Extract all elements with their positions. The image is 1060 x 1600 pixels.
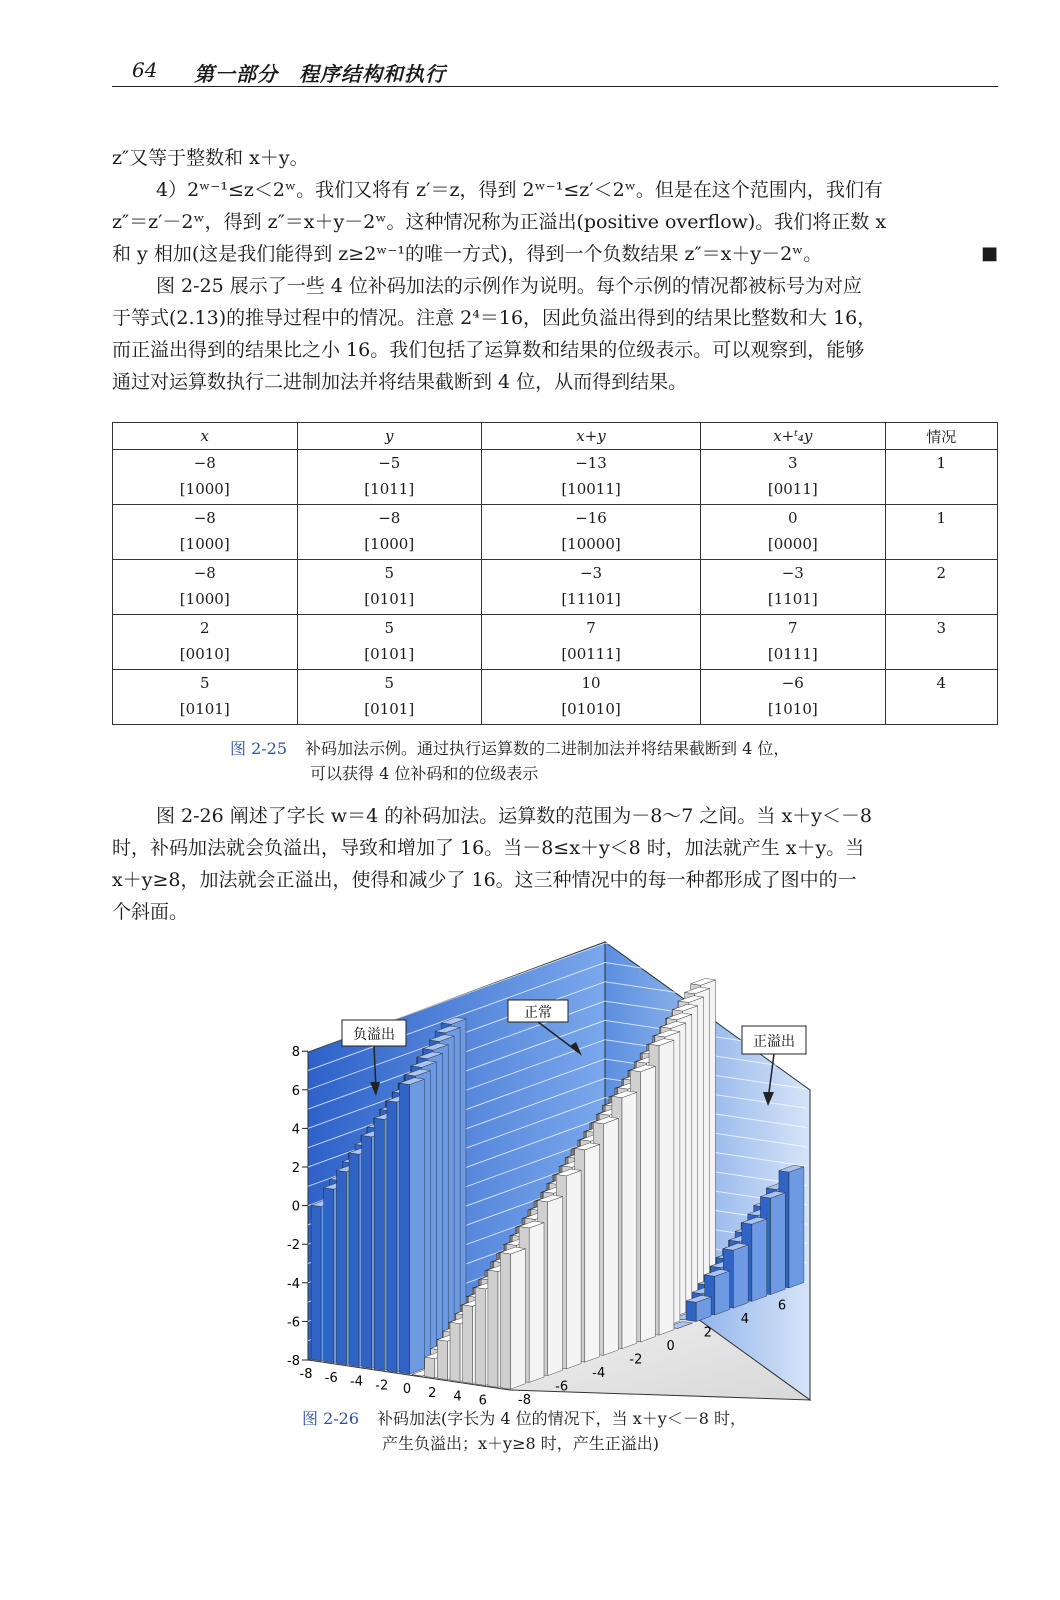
y-tick-label: -2	[629, 1352, 643, 1368]
table-cell	[482, 670, 701, 725]
cell-bits: [0101]	[364, 590, 415, 608]
caption-line: 补码加法示例。通过执行运算数的二进制加法并将结果截断到 4 位，	[305, 739, 790, 758]
y-tick-label: -6	[555, 1379, 569, 1395]
text-line: 时，补码加法就会负溢出，导致和增加了 16。当－8≤x＋y＜8 时，加法就产生 x＋y。当	[112, 837, 865, 859]
text-line: 图 2-25 展示了一些 4 位补码加法的示例作为说明。每个示例的情况都被标号为对应	[156, 275, 862, 297]
table-cell	[297, 560, 482, 615]
cell-bits: [1000]	[179, 480, 230, 498]
z-tick-label: 2	[291, 1161, 300, 1176]
table-cell	[482, 505, 701, 560]
cell-value: 2	[936, 564, 947, 582]
figure-2-26-caption	[302, 1406, 746, 1456]
col-header-x: x	[113, 423, 298, 450]
x-tick-label: 4	[453, 1389, 462, 1405]
table-header-row	[113, 423, 998, 450]
table-cell	[885, 670, 997, 725]
table-cell	[701, 505, 886, 560]
z-tick-label: 6	[291, 1083, 300, 1099]
qed-mark: ■	[980, 243, 998, 264]
page-header	[112, 52, 998, 87]
cell-value: 5	[384, 619, 395, 637]
running-title: 第一部分 程序结构和执行	[194, 62, 446, 86]
figure-label: 图 2-25	[230, 739, 288, 758]
figure-label: 图 2-26	[302, 1409, 360, 1428]
cell-bits: [0101]	[179, 700, 230, 718]
svg-text:负溢出: 负溢出	[353, 1027, 395, 1043]
x-tick-label: -6	[324, 1370, 338, 1386]
body-text-2	[112, 800, 998, 928]
y-tick-label: -8	[518, 1393, 531, 1408]
page-number: 64	[132, 58, 158, 82]
table-row	[113, 505, 998, 560]
text-line: z″又等于整数和 x＋y。	[112, 147, 309, 169]
table-cell	[297, 505, 482, 560]
caption-line: 产生负溢出；x＋y≥8 时，产生正溢出)	[382, 1434, 659, 1453]
caption-line: 可以获得 4 位补码和的位级表示	[310, 764, 539, 783]
cell-bits: [0000]	[767, 535, 818, 553]
col-header-y: y	[297, 423, 482, 450]
x-tick-label: -4	[350, 1374, 363, 1390]
x-tick-label: 0	[402, 1382, 412, 1397]
figure-2-25-caption	[230, 736, 789, 786]
cell-value: −13	[575, 454, 607, 472]
z-tick-label: -2	[287, 1238, 300, 1254]
table-cell	[701, 670, 886, 725]
y-tick-label: 6	[777, 1298, 787, 1314]
text-line: 而正溢出得到的结果比之小 16。我们包括了运算数和结果的位级表示。可以观察到，能够	[112, 339, 865, 361]
cell-value: −16	[575, 509, 607, 527]
table-row	[113, 560, 998, 615]
table-row	[113, 670, 998, 725]
table-cell	[885, 450, 997, 505]
text-line-content: 和 y 相加(这是我们能得到 z≥2ʷ⁻¹的唯一方式)，得到一个负数结果 z″＝x＋y－2ʷ。	[112, 243, 823, 265]
cell-bits: [00111]	[561, 645, 621, 663]
cell-bits: [11101]	[561, 590, 621, 608]
cell-value: −3	[781, 564, 804, 582]
z-tick-label: 4	[291, 1122, 300, 1138]
bar	[501, 1247, 526, 1389]
table-cell	[113, 450, 298, 505]
x-tick-label: -8	[299, 1367, 313, 1382]
x-tick-label: 2	[428, 1385, 437, 1401]
cell-value: −3	[579, 564, 603, 582]
z-tick-label: 8	[291, 1045, 300, 1061]
cell-bits: [10000]	[561, 535, 621, 553]
table-cell	[701, 615, 886, 670]
cell-value: 10	[581, 674, 601, 692]
col-header-twos-sum: x+ᵗ₄y	[701, 423, 886, 450]
table-cell	[113, 670, 298, 725]
cell-bits: [1000]	[179, 590, 230, 608]
table-cell	[885, 560, 997, 615]
cell-bits: [1000]	[179, 535, 230, 553]
table-cell	[482, 615, 701, 670]
cell-value: −8	[378, 509, 401, 527]
cell-value: −8	[193, 564, 216, 582]
table-cell	[297, 615, 482, 670]
cell-value: 7	[586, 619, 596, 637]
table-cell	[885, 615, 997, 670]
cell-bits: [1000]	[364, 535, 415, 553]
col-header-sum: x+y	[482, 423, 701, 450]
text-line	[112, 238, 998, 270]
caption-line: 补码加法(字长为 4 位的情况下，当 x＋y＜－8 时，	[377, 1409, 747, 1428]
cell-value: 4	[936, 674, 947, 692]
text-line: 通过对运算数执行二进制加法并将结果截断到 4 位，从而得到结果。	[112, 371, 688, 393]
table-cell	[113, 615, 298, 670]
z-tick-label: -8	[287, 1354, 300, 1369]
cell-bits: [0111]	[767, 645, 818, 663]
table-cell	[885, 505, 997, 560]
body-text-1	[112, 142, 998, 398]
x-tick-label: 6	[478, 1393, 487, 1409]
x-tick-label: -2	[375, 1378, 389, 1394]
bar	[400, 1078, 425, 1374]
cell-value: 7	[788, 619, 798, 637]
cell-value: 5	[384, 564, 395, 582]
cell-value: 5	[199, 674, 210, 692]
col-header-case: 情况	[885, 423, 997, 450]
z-tick-label: -6	[287, 1315, 300, 1331]
table-cell	[113, 560, 298, 615]
cell-value: 5	[384, 674, 395, 692]
z-tick-label: 0	[291, 1199, 300, 1215]
cell-value: 3	[788, 454, 798, 472]
svg-text:正溢出: 正溢出	[753, 1034, 795, 1050]
y-tick-label: 2	[703, 1325, 712, 1341]
y-tick-label: -4	[592, 1366, 606, 1381]
table-cell	[482, 560, 701, 615]
table-cell	[701, 450, 886, 505]
addition-examples-table	[112, 422, 998, 725]
cell-bits: [01010]	[561, 700, 621, 718]
cell-value: 0	[788, 509, 798, 527]
table-cell	[482, 450, 701, 505]
cell-bits: [0101]	[364, 700, 415, 718]
table-row	[113, 450, 998, 505]
y-tick-label: 0	[666, 1339, 675, 1354]
y-tick-label: 4	[740, 1312, 750, 1327]
table-cell	[701, 560, 886, 615]
cell-bits: [1101]	[767, 590, 818, 608]
cell-bits: [10011]	[561, 480, 621, 498]
text-line: 图 2-26 阐述了字长 w＝4 的补码加法。运算数的范围为－8～7 之间。当 x＋y＜－8	[156, 805, 872, 827]
cell-value: 2	[199, 619, 210, 637]
twos-complement-addition-chart	[280, 940, 840, 1409]
text-line: x＋y≥8，加法就会正溢出，使得和减少了 16。这三种情况中的每一种都形成了图中的一	[112, 869, 857, 891]
cell-value: −5	[378, 454, 401, 472]
cell-value: −6	[781, 674, 804, 692]
table-cell	[113, 505, 298, 560]
text-line: 个斜面。	[112, 901, 189, 923]
z-tick-label: -4	[287, 1276, 300, 1292]
cell-value: 3	[936, 619, 947, 637]
text-line: 4）2ʷ⁻¹≤z＜2ʷ。我们又将有 z′＝z，得到 2ʷ⁻¹≤z′＜2ʷ。但是在这个范围内，我们有	[156, 179, 883, 201]
text-line: 于等式(2.13)的推导过程中的情况。注意 2⁴＝16，因此负溢出得到的结果比整数和大 16，	[112, 307, 877, 329]
svg-text:正常: 正常	[524, 1005, 552, 1021]
bar	[686, 1295, 711, 1321]
cell-bits: [1011]	[364, 480, 415, 498]
cell-value: 1	[936, 509, 947, 527]
table-row	[113, 615, 998, 670]
cell-value: 1	[936, 454, 947, 472]
cell-bits: [1010]	[767, 700, 818, 718]
text-line: z″＝z′－2ʷ，得到 z″＝x＋y－2ʷ。这种情况称为正溢出(positive overflow)。我们将正数 x	[112, 211, 887, 233]
table-cell	[297, 450, 482, 505]
cell-bits: [0010]	[179, 645, 230, 663]
cell-bits: [0011]	[767, 480, 818, 498]
cell-value: −8	[193, 509, 216, 527]
cell-bits: [0101]	[364, 645, 415, 663]
cell-value: −8	[193, 454, 216, 472]
table-cell	[297, 670, 482, 725]
